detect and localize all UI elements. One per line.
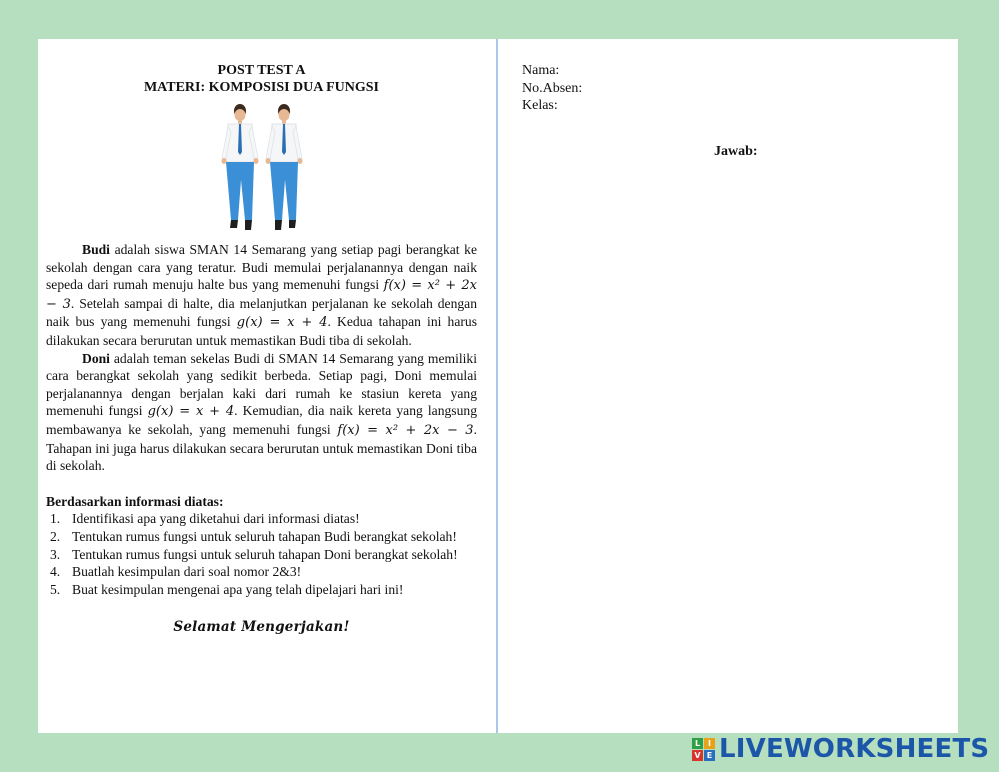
nama-label: Nama:: [522, 63, 560, 78]
question-number: 3.: [50, 546, 61, 562]
title-line-1: POST TEST A: [217, 63, 306, 78]
title-line-2: MATERI: KOMPOSISI DUA FUNGSI: [143, 80, 380, 95]
right-column: [522, 62, 942, 115]
question-item: [46, 546, 477, 564]
column-divider: [496, 39, 498, 733]
doni-text-2: . Kemudian, dia naik kereta yang langsung membawanya ke sekolah, yang memenuhi fungsi: [46, 403, 477, 437]
question-text: Buatlah kesimpulan dari soal nomor 2&3!: [72, 564, 302, 580]
logo-letter-v: V: [692, 750, 703, 761]
doni-function-g: g(x) = x + 4: [147, 404, 235, 420]
budi-text-1: adalah siswa SMAN 14 Semarang yang setiap pagi berangkat ke sekolah dengan cara yang teratur. Budi memulai perjalanannya dengan naik sepeda dari rumah menuju halte bus yang memenuhi fungsi: [46, 242, 477, 293]
questions-list: [46, 510, 477, 598]
budi-text-2: . Setelah sampai di halte, dia melanjutkan perjalanan ke sekolah dengan naik bus yang memenuhi fungsi: [46, 295, 478, 330]
question-text: Tentukan rumus fungsi untuk seluruh tahapan Budi berangkat sekolah!: [72, 528, 457, 544]
question-number: 4.: [50, 564, 61, 580]
budi-text-3: . Kedua tahapan ini harus dilakukan secara berurutan untuk memastikan Budi tiba di sekolah.: [46, 314, 477, 348]
doni-text-3: . Tahapan ini juga harus dilakukan secara berurutan untuk memastikan Doni tiba di sekolah.: [46, 421, 477, 474]
budi-function-f: f(x) = x² + 2x − 3: [46, 278, 477, 312]
question-item: [46, 581, 477, 599]
liveworksheets-wordmark: LIVEWORKSHEETS: [719, 734, 990, 764]
doni-text-1: adalah teman sekelas Budi di SMAN 14 Semarang yang memiliki cara berangkat sekolah yang sedikit berbeda. Setiap pagi, Doni memulai perjalanannya dengan berjalan kaki dari rumah ke stasiun kereta yang memenuhi fungsi: [46, 350, 477, 419]
question-item: [46, 563, 477, 581]
logo-letter-l: L: [692, 738, 703, 749]
question-text: Buat kesimpulan mengenai apa yang telah dipelajari hari ini!: [72, 581, 404, 597]
questions-heading: Berdasarkan informasi diatas:: [46, 493, 224, 509]
absen-label: No.Absen:: [522, 80, 583, 96]
budi-function-g: g(x) = x + 4: [236, 315, 328, 331]
question-number: 5.: [50, 581, 61, 597]
left-column: [46, 62, 477, 637]
question-item: [46, 510, 477, 528]
logo-letter-i: I: [704, 738, 715, 749]
name-budi: Budi: [82, 242, 110, 257]
name-doni: Doni: [82, 350, 110, 366]
paragraph-budi: [46, 241, 477, 350]
question-number: 1.: [50, 511, 61, 527]
question-text: Identifikasi apa yang diketahui dari informasi diatas!: [72, 511, 360, 527]
liveworksheets-logo-icon: [692, 738, 715, 761]
students-illustration: [46, 102, 477, 236]
two-students-image: [207, 102, 317, 236]
liveworksheets-logo[interactable]: [692, 734, 989, 764]
closing-message: Selamat Mengerjakan!: [173, 619, 350, 636]
question-number: 2.: [50, 528, 61, 544]
question-text: Tentukan rumus fungsi untuk seluruh tahapan Doni berangkat sekolah!: [72, 546, 458, 562]
answer-label: Jawab:: [714, 144, 758, 159]
logo-letter-e: E: [704, 750, 715, 761]
kelas-label: Kelas:: [522, 98, 558, 113]
doni-function-f: f(x) = x² + 2x − 3: [337, 422, 474, 438]
question-item: [46, 528, 477, 546]
paragraph-doni: [46, 350, 477, 475]
